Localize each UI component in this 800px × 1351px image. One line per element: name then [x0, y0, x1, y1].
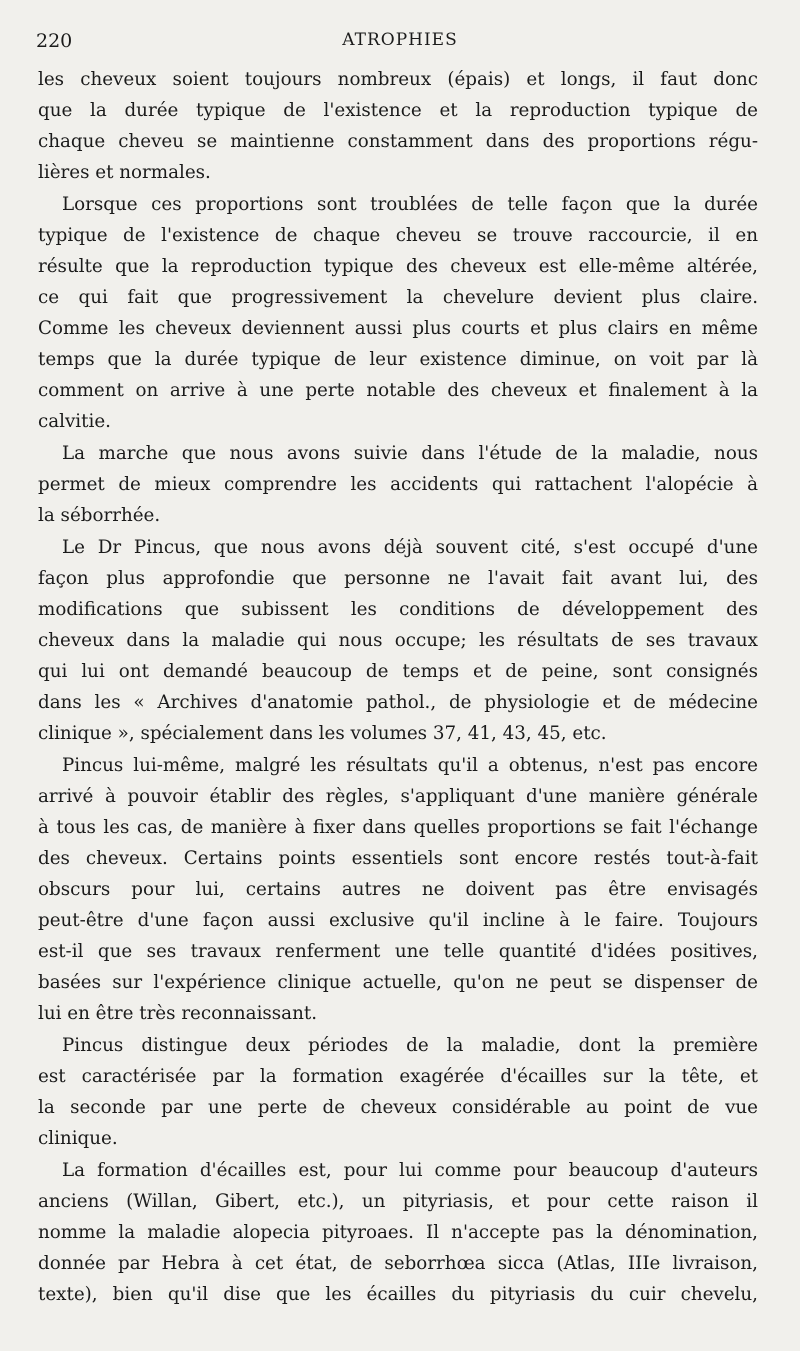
text-line: Lorsque ces proportions sont troublées de telle façon que la durée — [62, 194, 758, 215]
paragraph-4 — [38, 532, 758, 749]
running-head — [36, 30, 764, 60]
text-line: typique de l'existence de chaque cheveu se trouve raccourcie, il en — [38, 225, 758, 246]
text-line: cheveux dans la maladie qui nous occupe; les résultats de ses travaux — [38, 630, 758, 651]
running-title: ATROPHIES — [342, 30, 458, 50]
text-line: arrivé à pouvoir établir des règles, s'appliquant d'une manière générale — [38, 786, 758, 807]
text-line: clinique », spécialement dans les volumes 37, 41, 43, 45, etc. — [38, 723, 607, 744]
text-line: la séborrhée. — [38, 505, 161, 526]
text-line: temps que la durée typique de leur existence diminue, on voit par là — [38, 349, 758, 370]
text-line: à tous les cas, de manière à fixer dans quelles proportions se fait l'échange — [38, 817, 758, 838]
text-line: que la durée typique de l'existence et la reproduction typique de — [38, 100, 758, 121]
text-line: peut-être d'une façon aussi exclusive qu'il incline à le faire. Toujours — [38, 910, 758, 931]
text-line: La marche que nous avons suivie dans l'étude de la maladie, nous — [62, 443, 758, 464]
text-line: des cheveux. Certains points essentiels sont encore restés tout-à-fait — [38, 848, 758, 869]
text-line: qui lui ont demandé beaucoup de temps et de peine, sont consignés — [38, 661, 758, 682]
text-line: lui en être très reconnaissant. — [38, 1003, 318, 1024]
text-line: Le Dr Pincus, que nous avons déjà souvent cité, s'est occupé d'une — [62, 537, 758, 558]
text-line: chaque cheveu se maintienne constamment dans des proportions régu- — [38, 131, 758, 152]
text-line: les cheveux soient toujours nombreux (épais) et longs, il faut donc — [38, 69, 758, 90]
text-line: modifications que subissent les conditions de développement des — [38, 599, 758, 620]
text-line: nomme la maladie alopecia pityroaes. Il n'accepte pas la dénomination, — [38, 1222, 758, 1243]
body-text — [38, 64, 758, 1311]
paragraph-7 — [38, 1155, 758, 1310]
text-line: texte), bien qu'il dise que les écailles du pityriasis du cuir chevelu, — [38, 1284, 758, 1305]
text-line: Pincus lui-même, malgré les résultats qu'il a obtenus, n'est pas encore — [62, 755, 758, 776]
page-number: 220 — [36, 30, 73, 52]
text-line: façon plus approfondie que personne ne l'avait fait avant lui, des — [38, 568, 758, 589]
text-line: lières et normales. — [38, 162, 211, 183]
text-line: résulte que la reproduction typique des cheveux est elle-même altérée, — [38, 256, 758, 277]
paragraph-6 — [38, 1030, 758, 1154]
text-line: calvitie. — [38, 411, 111, 432]
text-line: obscurs pour lui, certains autres ne doivent pas être envisagés — [38, 879, 758, 900]
text-line: clinique. — [38, 1128, 118, 1149]
text-line: anciens (Willan, Gibert, etc.), un pityriasis, et pour cette raison il — [38, 1191, 758, 1212]
text-line: La formation d'écailles est, pour lui comme pour beaucoup d'auteurs — [62, 1160, 758, 1181]
text-line: dans les « Archives d'anatomie pathol., de physiologie et de médecine — [38, 692, 758, 713]
text-line: est caractérisée par la formation exagérée d'écailles sur la tête, et — [38, 1066, 758, 1087]
paragraph-2 — [38, 189, 758, 437]
text-line: permet de mieux comprendre les accidents qui rattachent l'alopécie à — [38, 474, 758, 495]
text-line: basées sur l'expérience clinique actuelle, qu'on ne peut se dispenser de — [38, 972, 758, 993]
text-line: Pincus distingue deux périodes de la maladie, dont la première — [62, 1035, 758, 1056]
text-line: ce qui fait que progressivement la chevelure devient plus claire. — [38, 287, 758, 308]
paragraph-5 — [38, 750, 758, 1029]
paragraph-3 — [38, 438, 758, 531]
paragraph-1 — [38, 64, 758, 188]
text-line: la seconde par une perte de cheveux considérable au point de vue — [38, 1097, 758, 1118]
text-line: Comme les cheveux deviennent aussi plus courts et plus clairs en même — [38, 318, 758, 339]
text-line: est-il que ses travaux renferment une telle quantité d'idées positives, — [38, 941, 758, 962]
text-line: donnée par Hebra à cet état, de seborrhœa sicca (Atlas, IIIe livraison, — [38, 1253, 758, 1274]
text-line: comment on arrive à une perte notable des cheveux et finalement à la — [38, 380, 758, 401]
